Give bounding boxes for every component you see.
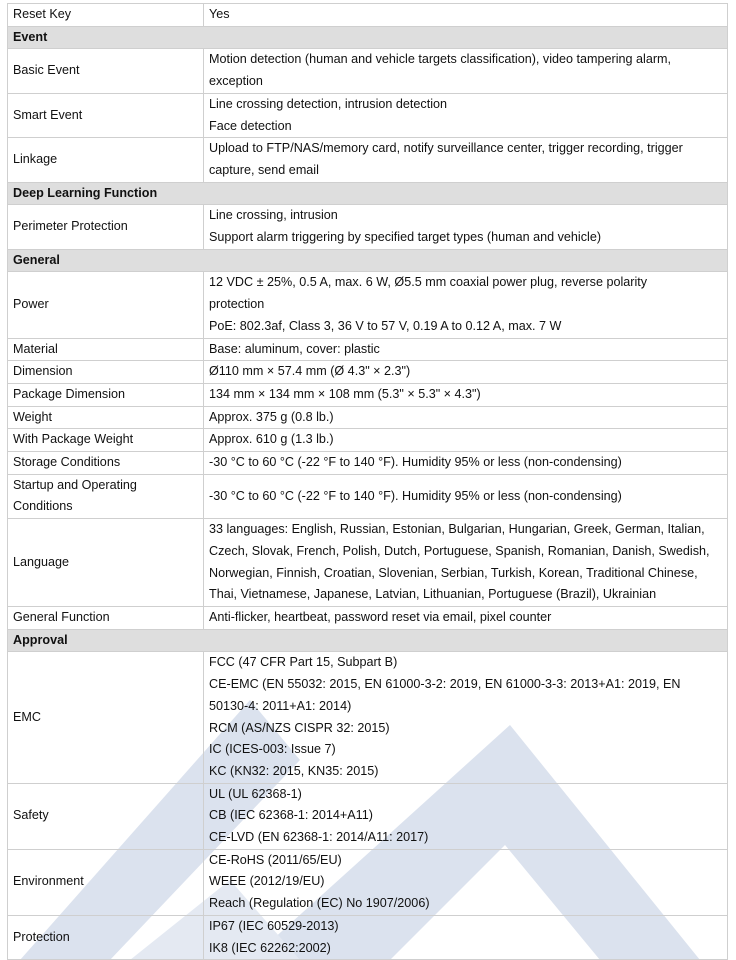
spec-value-line: CE-LVD (EN 62368-1: 2014/A11: 2017) [209, 830, 429, 845]
spec-value [204, 606, 728, 629]
spec-value-line: 12 VDC ± 25%, 0.5 A, max. 6 W, Ø5.5 mm coaxial power plug, reverse polarity [209, 275, 648, 290]
spec-value [204, 338, 728, 361]
spec-row [8, 138, 728, 182]
spec-row [8, 4, 728, 27]
section-header-row [8, 249, 728, 272]
spec-value-line: Face detection [209, 118, 292, 133]
spec-row [8, 783, 728, 849]
spec-value [204, 452, 728, 475]
spec-value [204, 4, 728, 27]
spec-value-line: Reach (Regulation (EC) No 1907/2006) [209, 896, 430, 911]
spec-label: Reset Key [8, 4, 204, 27]
spec-label: General Function [8, 606, 204, 629]
spec-label: Basic Event [8, 49, 204, 93]
spec-row [8, 849, 728, 915]
spec-label: Startup and Operating Conditions [8, 474, 204, 518]
spec-row [8, 383, 728, 406]
spec-value-line: RCM (AS/NZS CISPR 32: 2015) [209, 720, 390, 735]
spec-label: Protection [8, 915, 204, 959]
spec-value-line: PoE: 802.3af, Class 3, 36 V to 57 V, 0.19 A to 0.12 A, max. 7 W [209, 318, 562, 333]
spec-row [8, 406, 728, 429]
section-title: General [8, 249, 728, 272]
spec-value [204, 272, 728, 338]
spec-value [204, 429, 728, 452]
spec-value-line: Ø110 mm × 57.4 mm (Ø 4.3" × 2.3") [209, 364, 411, 379]
spec-value-line: Approx. 610 g (1.3 lb.) [209, 432, 334, 447]
spec-value-line: Norwegian, Finnish, Croatian, Slovenian, Serbian, Turkish, Korean, Traditional Chinese, [209, 565, 698, 580]
spec-row [8, 205, 728, 249]
spec-label: Environment [8, 849, 204, 915]
spec-value-line: Line crossing detection, intrusion detection [209, 96, 448, 111]
spec-value-line: Thai, Vietnamese, Japanese, Latvian, Lithuanian, Portuguese (Brazil), Ukrainian [209, 587, 657, 602]
spec-value [204, 474, 728, 518]
spec-value-line: -30 °C to 60 °C (-22 °F to 140 °F). Humidity 95% or less (non-condensing) [209, 488, 622, 503]
spec-value-line: KC (KN32: 2015, KN35: 2015) [209, 763, 379, 778]
spec-row [8, 652, 728, 783]
spec-row [8, 93, 728, 137]
section-header-row [8, 629, 728, 652]
spec-value-line: IC (ICES-003: Issue 7) [209, 742, 336, 757]
spec-value-line: IK8 (IEC 62262:2002) [209, 940, 331, 955]
section-header-row [8, 182, 728, 205]
spec-label: Package Dimension [8, 383, 204, 406]
spec-value [204, 49, 728, 93]
spec-row [8, 338, 728, 361]
spec-label: Linkage [8, 138, 204, 182]
spec-row [8, 49, 728, 93]
spec-value-line: 134 mm × 134 mm × 108 mm (5.3" × 5.3" × 4.3") [209, 386, 481, 401]
spec-row [8, 606, 728, 629]
spec-label: With Package Weight [8, 429, 204, 452]
spec-label: Storage Conditions [8, 452, 204, 475]
spec-label: Perimeter Protection [8, 205, 204, 249]
spec-value [204, 205, 728, 249]
spec-value-line: Approx. 375 g (0.8 lb.) [209, 409, 334, 424]
spec-label: Power [8, 272, 204, 338]
spec-value [204, 406, 728, 429]
spec-row [8, 361, 728, 384]
spec-value [204, 519, 728, 607]
spec-label: Material [8, 338, 204, 361]
spec-value [204, 138, 728, 182]
spec-label: Safety [8, 783, 204, 849]
spec-label: Weight [8, 406, 204, 429]
spec-value-line: exception [209, 74, 263, 89]
spec-label: Language [8, 519, 204, 607]
specification-table-body [8, 4, 728, 960]
spec-row [8, 474, 728, 518]
spec-value-line: Czech, Slovak, French, Polish, Dutch, Portuguese, Spanish, Romanian, Danish, Swedish, [209, 543, 710, 558]
spec-value-line: WEEE (2012/19/EU) [209, 874, 325, 889]
spec-row [8, 452, 728, 475]
spec-value-line: Anti-flicker, heartbeat, password reset via email, pixel counter [209, 609, 552, 624]
spec-value-line: Line crossing, intrusion [209, 208, 338, 223]
section-header-row [8, 26, 728, 49]
spec-value-line: UL (UL 62368-1) [209, 786, 302, 801]
spec-row [8, 272, 728, 338]
spec-label: EMC [8, 652, 204, 783]
section-title: Deep Learning Function [8, 182, 728, 205]
spec-value-line: CE-RoHS (2011/65/EU) [209, 852, 342, 867]
spec-value-line: CB (IEC 62368-1: 2014+A11) [209, 808, 373, 823]
spec-value-line: 33 languages: English, Russian, Estonian, Bulgarian, Hungarian, Greek, German, Italian, [209, 522, 705, 537]
section-title: Event [8, 26, 728, 49]
spec-value [204, 915, 728, 959]
spec-value-line: capture, send email [209, 162, 319, 177]
section-title: Approval [8, 629, 728, 652]
spec-row [8, 915, 728, 959]
spec-value [204, 361, 728, 384]
spec-value-line: Base: aluminum, cover: plastic [209, 341, 380, 356]
spec-value-line: IP67 (IEC 60529-2013) [209, 918, 339, 933]
spec-value [204, 783, 728, 849]
spec-value-line: CE-EMC (EN 55032: 2015, EN 61000-3-2: 2019, EN 61000-3-3: 2013+A1: 2019, EN [209, 677, 681, 692]
spec-value-line: protection [209, 297, 265, 312]
spec-value-line: FCC (47 CFR Part 15, Subpart B) [209, 655, 398, 670]
spec-value [204, 383, 728, 406]
spec-value-line: Upload to FTP/NAS/memory card, notify surveillance center, trigger recording, trigger [209, 141, 683, 156]
spec-value [204, 849, 728, 915]
spec-value-line: Motion detection (human and vehicle targets classification), video tampering alarm, [209, 52, 672, 67]
spec-value [204, 93, 728, 137]
spec-label: Dimension [8, 361, 204, 384]
spec-value-line: -30 °C to 60 °C (-22 °F to 140 °F). Humidity 95% or less (non-condensing) [209, 455, 622, 470]
spec-value-line: 50130-4: 2011+A1: 2014) [209, 698, 352, 713]
spec-value-line: Yes [209, 7, 230, 21]
spec-row [8, 429, 728, 452]
specification-table [7, 3, 728, 960]
spec-value-line: Support alarm triggering by specified target types (human and vehicle) [209, 230, 602, 245]
spec-value [204, 652, 728, 783]
spec-label: Smart Event [8, 93, 204, 137]
spec-row [8, 519, 728, 607]
